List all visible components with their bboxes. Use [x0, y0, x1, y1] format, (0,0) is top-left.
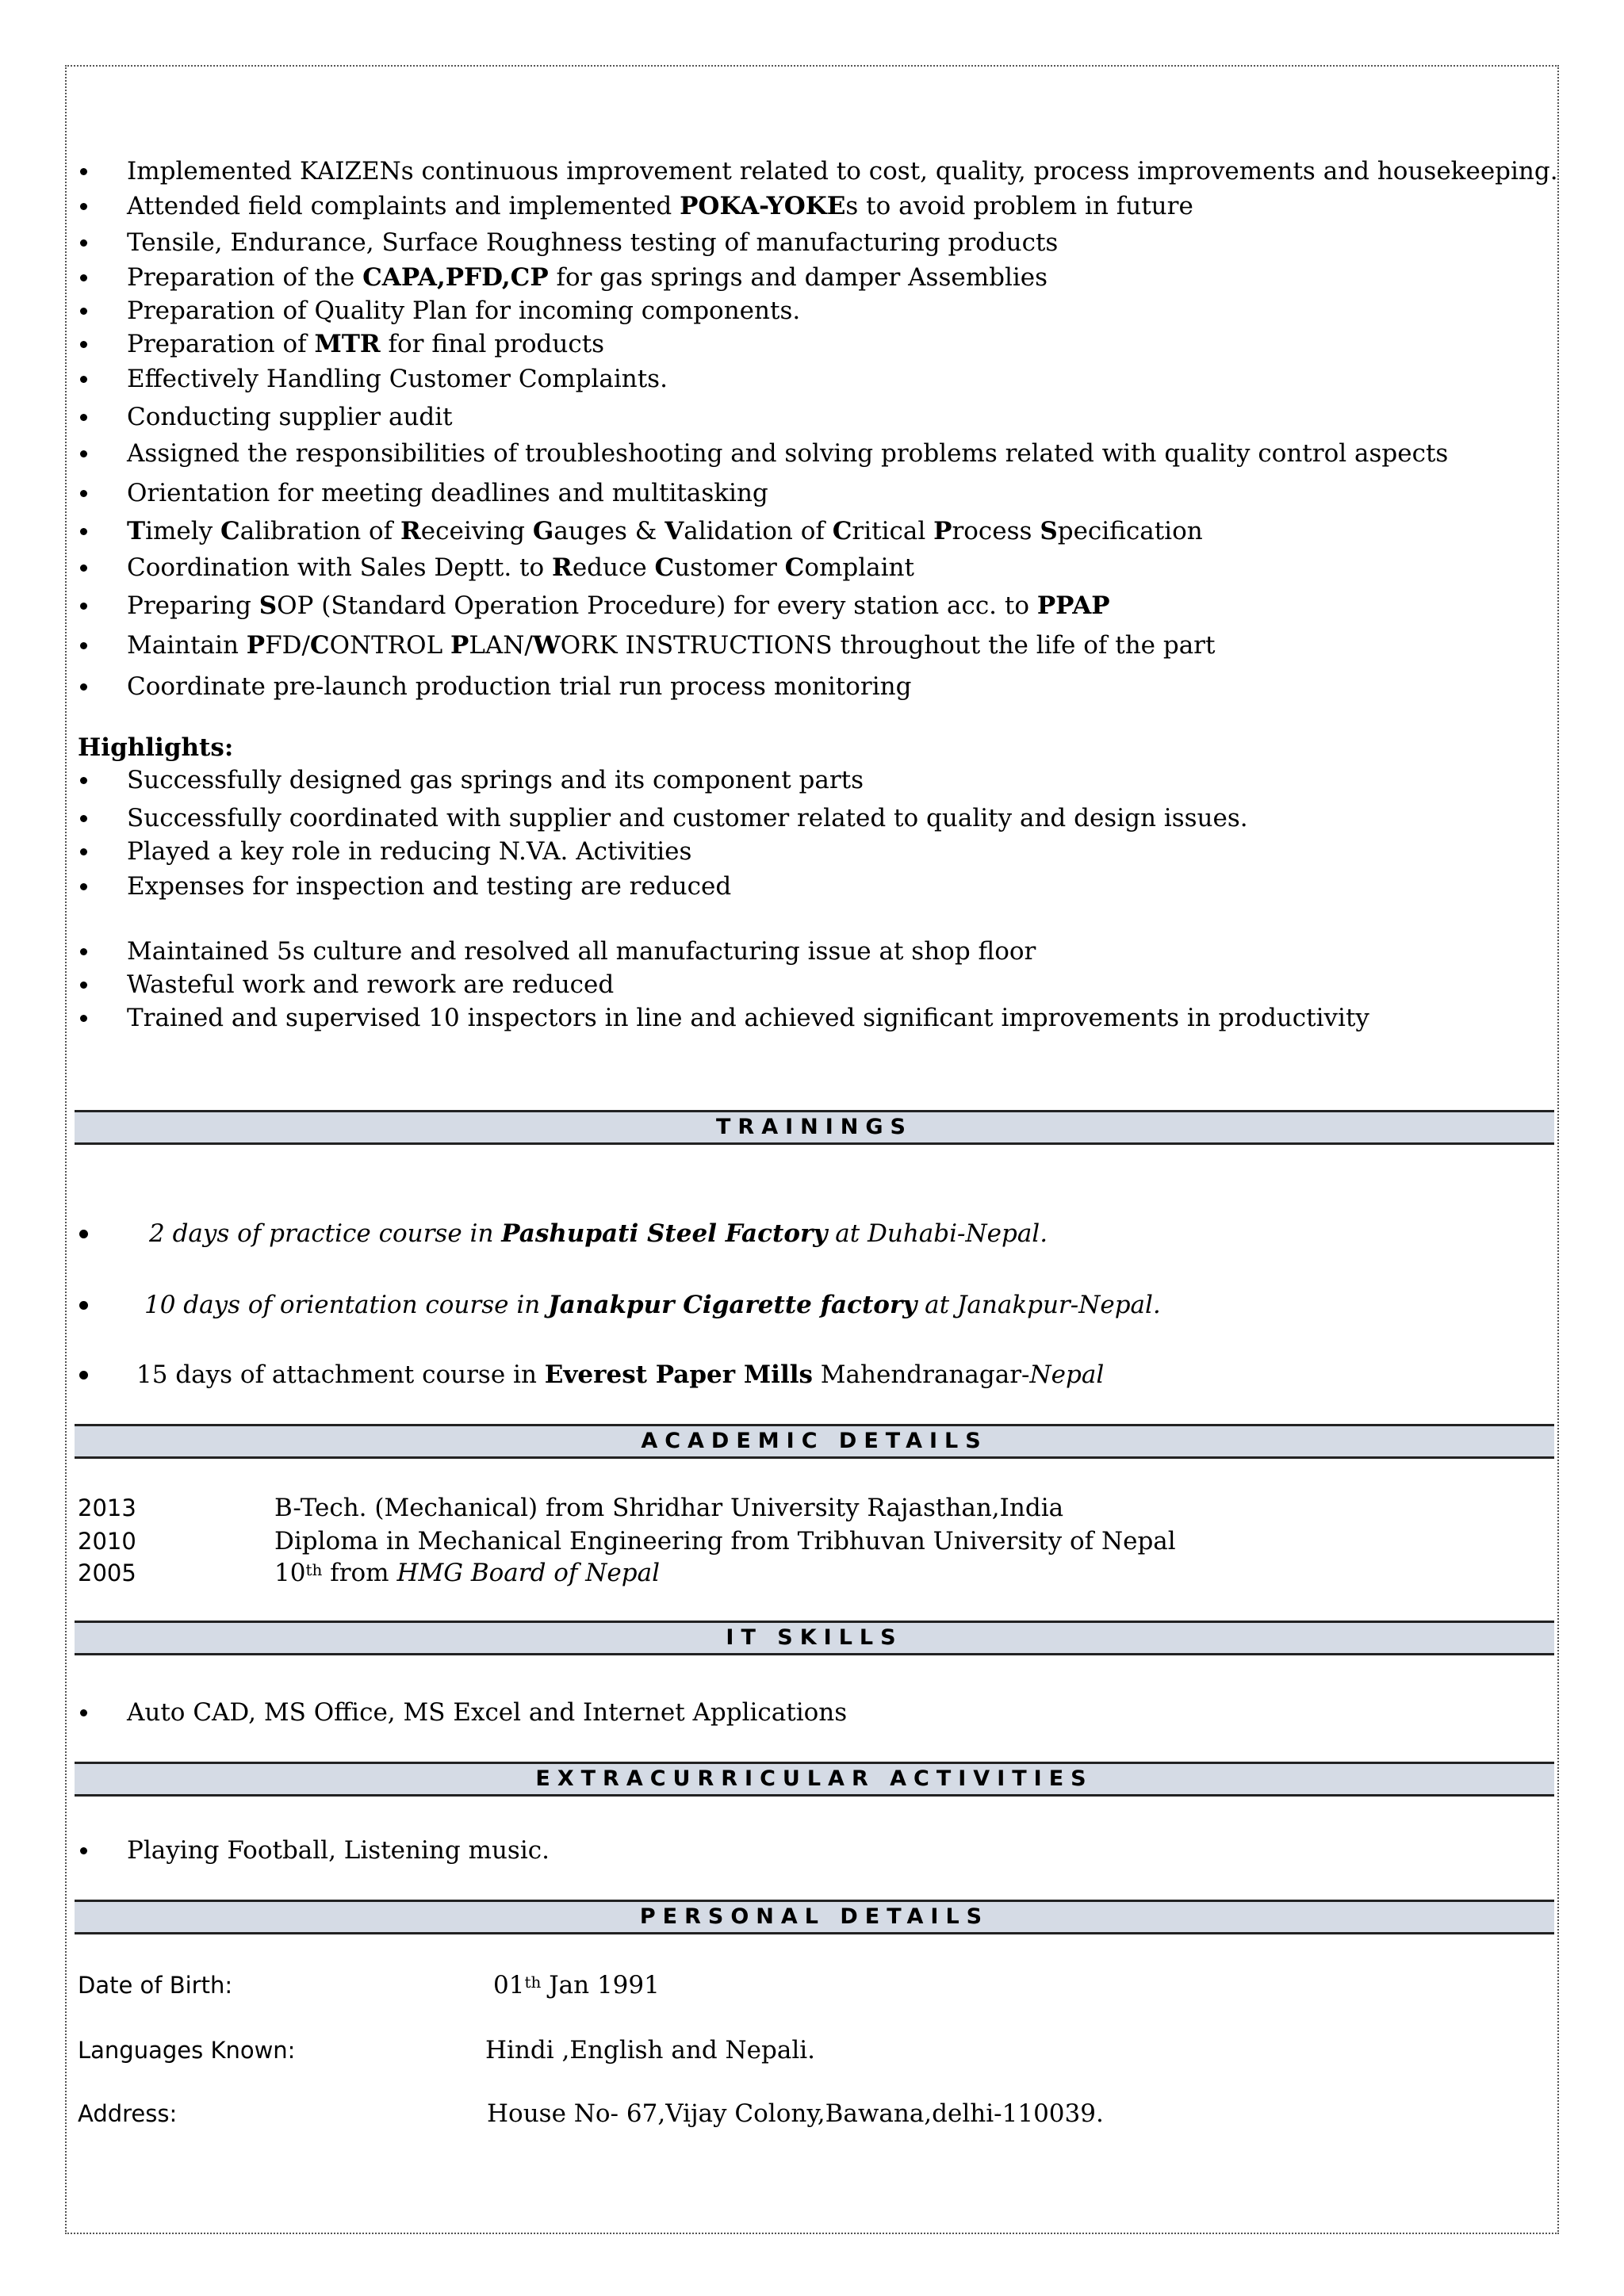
bullet-text [127, 227, 1058, 258]
bullet-text [127, 438, 1448, 469]
text-run: Coordination with Sales Deptt. to [127, 553, 553, 582]
bullet-text: Successfully designed gas springs and its component parts [127, 766, 864, 794]
bullet-icon [79, 1301, 88, 1310]
text-run: 10 [274, 1559, 306, 1587]
personal-value [485, 2034, 815, 2066]
text-run: P [933, 517, 952, 545]
text-run: HMG Board of Nepal [396, 1559, 660, 1587]
text-run: Tensile, Endurance, Surface Roughness testing of manufacturing products [127, 228, 1059, 257]
bullet-text [144, 1289, 1161, 1321]
bullet-icon [80, 948, 87, 955]
personal-label: Address: [78, 2100, 178, 2127]
bullet-icon [80, 376, 87, 383]
text-run: C [832, 517, 852, 545]
text-run: Conducting supplier audit [127, 403, 453, 431]
text-run: 10 days of orientation course in [144, 1291, 549, 1319]
text-run: Preparation of Quality Plan for incoming components. [127, 297, 801, 325]
text-run: ORK INSTRUCTIONS throughout the life of the part [560, 631, 1216, 660]
text-run: Nepal [1029, 1360, 1105, 1389]
text-run: PPAP [1036, 591, 1110, 620]
bullet-icon [80, 1709, 87, 1716]
academic-qualification [274, 1492, 1063, 1524]
text-run: at Janakpur-Nepal. [917, 1291, 1161, 1319]
text-run: Effectively Handling Customer Complaints. [127, 365, 668, 393]
bullet-text [127, 262, 1048, 293]
personal-label: Languages Known: [78, 2037, 296, 2064]
personal-details-header: PERSONAL DETAILS [75, 1900, 1554, 1934]
text-run: S [259, 591, 278, 620]
text-run: Preparation of [127, 330, 315, 358]
bullet-text: Wasteful work and rework are reduced [127, 970, 615, 999]
text-run: alibration of [239, 517, 401, 545]
bullet-icon [80, 777, 87, 784]
text-run: Preparing [127, 591, 259, 620]
text-run: pecification [1057, 517, 1203, 545]
text-run: Everest Paper Mills [544, 1360, 813, 1389]
bullet-icon [80, 683, 87, 691]
text-run: Assigned the responsibilities of troubleshooting and solving problems related with quality control aspects [127, 439, 1449, 468]
bullet-text [127, 295, 800, 327]
bullet-icon [80, 274, 87, 281]
text-run: W [532, 631, 561, 660]
text-run: at Duhabi-Nepal. [827, 1219, 1048, 1248]
text-run: Preparation of the [127, 263, 363, 292]
text-run: from [322, 1559, 397, 1587]
bullet-text [127, 155, 1558, 187]
text-run: Diploma in Mechanical Engineering from Tribhuvan University of Nepal [274, 1527, 1176, 1556]
bullet-text: Trained and supervised 10 inspectors in line and achieved significant improvements in productivity [127, 1004, 1369, 1032]
bullet-text [127, 363, 668, 395]
text-run: omplaint [804, 553, 914, 582]
bullet-text: Auto CAD, MS Office, MS Excel and Internet Applications [127, 1698, 848, 1727]
text-run: Jan 1991 [541, 1971, 660, 1999]
bullet-icon [80, 341, 87, 348]
text-run: R [552, 553, 573, 582]
bullet-icon [80, 528, 87, 535]
bullet-text [127, 590, 1110, 622]
text-run: 2 days of practice course in [149, 1219, 502, 1248]
academic-qualification [274, 1557, 660, 1589]
text-run: 15 days of attachment course in [136, 1360, 545, 1389]
text-run: C [784, 553, 805, 582]
text-run: s to avoid problem in future [845, 192, 1193, 220]
text-run: auges & [553, 517, 665, 545]
text-run: ritical [852, 517, 934, 545]
bullet-icon [80, 414, 87, 421]
text-run: CAPA,PFD,CP [362, 263, 549, 292]
bullet-icon [80, 982, 87, 989]
text-run: Attended field complaints and implemented [127, 192, 680, 220]
extracurricular-header: EXTRACURRICULAR ACTIVITIES [75, 1762, 1554, 1797]
bullet-text: Played a key role in reducing N.VA. Activities [127, 837, 692, 866]
bullet-icon [80, 642, 87, 649]
text-run: Mahendranagar- [812, 1360, 1030, 1389]
bullet-icon [80, 815, 87, 822]
bullet-icon [80, 450, 87, 457]
personal-value [487, 2098, 1104, 2130]
bullet-text [127, 190, 1193, 222]
text-run: th [524, 1973, 542, 1992]
text-run: Janakpur Cigarette factory [548, 1291, 917, 1319]
academic-year: 2010 [78, 1528, 136, 1555]
bullet-text [127, 515, 1203, 547]
text-run: LAN/ [469, 631, 533, 660]
bullet-text [127, 552, 914, 584]
academic-year: 2005 [78, 1559, 136, 1586]
text-run: V [665, 517, 684, 545]
text-run: C [309, 631, 330, 660]
bullet-text: Playing Football, Listening music. [127, 1836, 550, 1865]
text-run: ustomer [674, 553, 785, 582]
text-run: MTR [314, 330, 381, 358]
trainings-header: TRAININGS [75, 1110, 1554, 1145]
bullet-icon [80, 848, 87, 855]
bullet-icon [79, 1230, 88, 1238]
bullet-icon [80, 603, 87, 610]
bullet-text [127, 328, 604, 360]
academic-year: 2013 [78, 1494, 136, 1521]
text-run: S [1040, 517, 1058, 545]
bullet-icon [80, 490, 87, 497]
text-run: for gas springs and damper Assemblies [548, 263, 1048, 292]
text-run: House No- 67,Vijay Colony,Bawana,delhi-110039. [487, 2099, 1104, 2128]
text-run: rocess [952, 517, 1040, 545]
text-run: eceiving [420, 517, 533, 545]
text-run: C [654, 553, 675, 582]
personal-label: Date of Birth: [78, 1972, 233, 1999]
text-run: Maintain [127, 631, 247, 660]
bullet-text: Maintained 5s culture and resolved all manufacturing issue at shop floor [127, 937, 1036, 966]
bullet-icon [80, 239, 87, 247]
bullet-text [127, 477, 768, 509]
bullet-text [127, 629, 1215, 661]
personal-value [493, 1969, 660, 2001]
bullet-text [127, 401, 453, 433]
text-run: 01 [493, 1971, 525, 1999]
text-run: P [246, 631, 266, 660]
bullet-icon [80, 203, 87, 210]
text-run: POKA-YOKE [680, 192, 846, 220]
academic-qualification [274, 1525, 1176, 1557]
text-run: imely [145, 517, 221, 545]
text-run: T [127, 517, 146, 545]
bullet-text: Successfully coordinated with supplier and customer related to quality and design issues. [127, 804, 1248, 832]
text-run: B-Tech. (Mechanical) from Shridhar University Rajasthan,India [274, 1494, 1064, 1522]
bullet-icon [80, 883, 87, 890]
text-run: Hindi ,English and Nepali. [485, 2036, 816, 2064]
text-run: th [305, 1560, 323, 1579]
bullet-icon [80, 308, 87, 315]
academic-details-header: ACADEMIC DETAILS [75, 1424, 1554, 1459]
text-run: Orientation for meeting deadlines and multitasking [127, 479, 768, 507]
bullet-text: Expenses for inspection and testing are reduced [127, 872, 732, 901]
text-run: FD/ [265, 631, 310, 660]
text-run: C [220, 517, 240, 545]
text-run: R [400, 517, 421, 545]
text-run: P [450, 631, 469, 660]
bullet-icon [79, 1371, 88, 1380]
bullet-icon [80, 1015, 87, 1022]
bullet-text [149, 1218, 1048, 1249]
bullet-text [136, 1359, 1104, 1391]
highlights-title: Highlights: [78, 733, 234, 762]
text-run: alidation of [684, 517, 833, 545]
bullet-icon [80, 1847, 87, 1854]
text-run: G [532, 517, 554, 545]
bullet-icon [80, 564, 87, 572]
it-skills-header: IT SKILLS [75, 1621, 1554, 1655]
text-run: Pashupati Steel Factory [501, 1219, 828, 1248]
text-run: educe [572, 553, 655, 582]
text-run: Implemented KAIZENs continuous improvement related to cost, quality, process improvements and housekeeping. [127, 157, 1558, 186]
text-run: ONTROL [329, 631, 451, 660]
text-run: OP (Standard Operation Procedure) for every station acc. to [277, 591, 1037, 620]
text-run: for final products [380, 330, 605, 358]
bullet-text [127, 671, 911, 702]
bullet-icon [80, 168, 87, 175]
text-run: Coordinate pre-launch production trial run process monitoring [127, 672, 912, 701]
